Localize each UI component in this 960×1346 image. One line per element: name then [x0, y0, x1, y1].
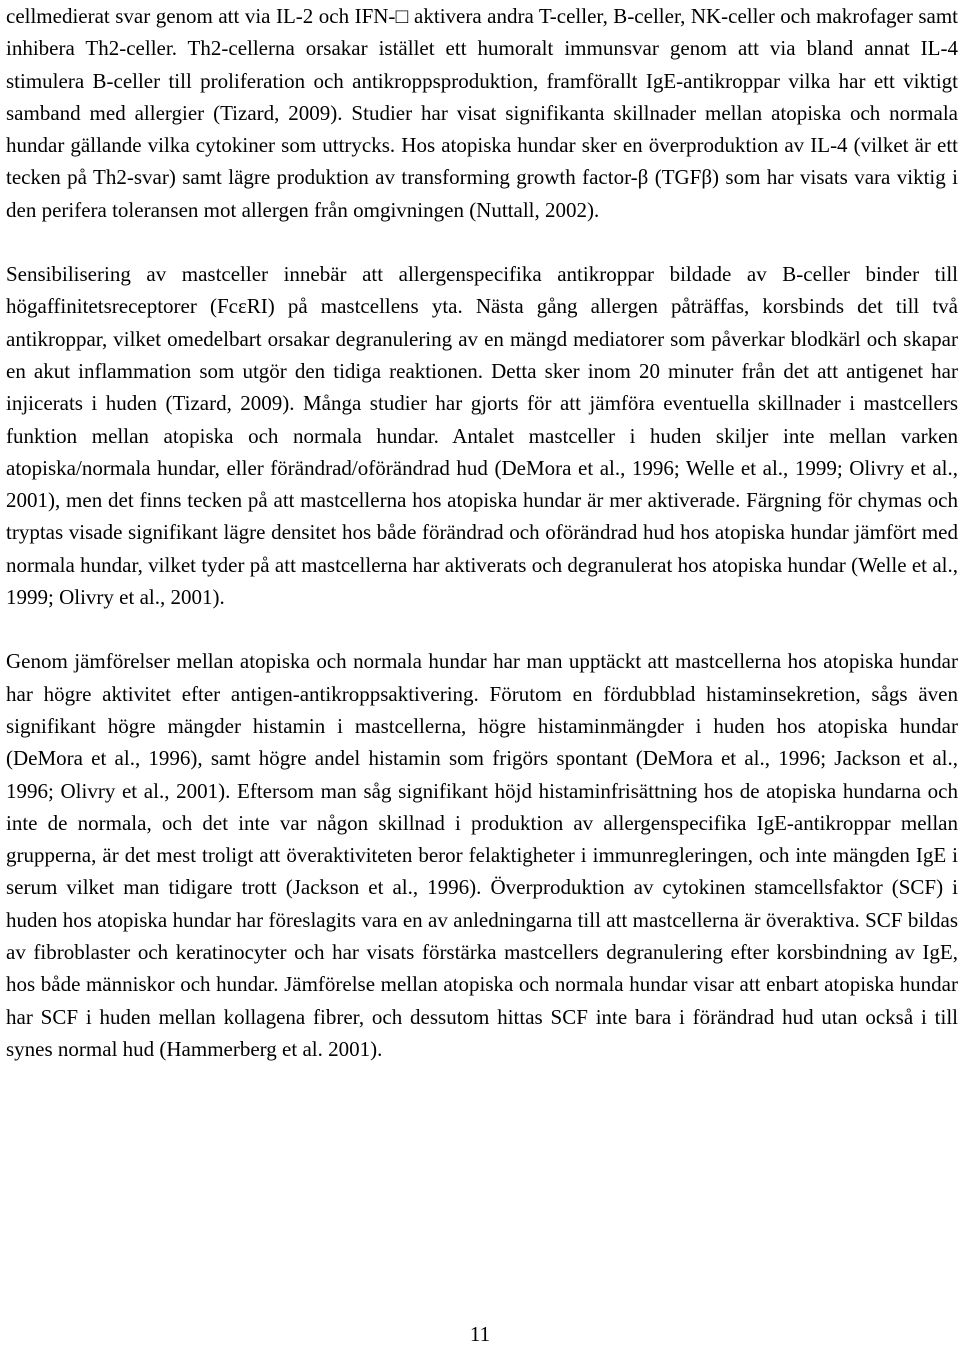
page-number: 11 — [469, 1322, 491, 1346]
paragraph-cytokines: cellmedierat svar genom att via IL-2 och IFN-□ aktivera andra T-celler, B-celler, NK-celler och makrofager samt inhibera Th2-celler. Th2-cellerna orsakar istället ett humoralt immunsvar genom att via bland annat IL-4 stimulera B-celler till proliferation och antikroppsproduktion, framförallt IgE-antikroppar vilka har ett viktigt samband med allergier (Tizard, 2009). Studier har visat signifikanta skillnader mellan atopiska och normala hundar gällande vilka cytokiner som uttrycks. Hos atopiska hundar sker en överproduktion av IL-4 (vilket är ett tecken på Th2-svar) samt lägre produktion av transforming growth factor-β (TGFβ) som har visats vara viktig i den perifera toleransen mot allergen från omgivningen (Nuttall, 2002). — [6, 4, 958, 222]
paragraph-histamine-release: Genom jämförelser mellan atopiska och normala hundar har man upptäckt att mastcellerna hos atopiska hundar har högre aktivitet efter antigen-antikroppsaktivering. Förutom en fördubblad histaminsekretion, sågs även signifikant högre mängder histamin i mastcellerna, högre histaminmängder i huden hos atopiska hundar (DeMora et al., 1996), samt högre andel histamin som frigörs spontant (DeMora et al., 1996; Jackson et al., 1996; Olivry et al., 2001). Eftersom man såg signifikant höjd histaminfrisättning hos de atopiska hundarna och inte de normala, och det inte var någon skillnad i produktion av allergenspecifika IgE-antikroppar mellan grupperna, är det mest troligt att överaktiviteten beror felaktigheter i immunregleringen, och inte mängden IgE i serum vilket man tidigare trott (Jackson et al., 1996). Överproduktion av cytokinen stamcellsfaktor (SCF) i huden hos atopiska hundar har föreslagits vara en av anledningarna till att mastcellerna är överaktiva. SCF bildas av fibroblaster och keratinocyter och har visats förstärka mastcellers degranulering efter korsbindning av IgE, hos både människor och hundar. Jämförelse mellan atopiska och normala hundar visar att enbart atopiska hundar har SCF i huden mellan kollagena fibrer, och dessutom hittas SCF inte bara i förändrad hud utan också i till synes normal hud (Hammerberg et al. 2001). — [6, 649, 958, 1061]
paragraph-mast-cell-sensitization: Sensibilisering av mastceller innebär att allergenspecifika antikroppar bildade av B-celler binder till högaffinitetsreceptorer (FcεRI) på mastcellens yta. Nästa gång allergen påträffas, korsbinds det till två antikroppar, vilket omedelbart orsakar degranulering av en mängd mediatorer som påverkar blodkärl och skapar en akut inflammation som utgör den tidiga reaktionen. Detta sker inom 20 minuter från det att antigenet har injicerats i huden (Tizard, 2009). Många studier har gjorts för att jämföra eventuella skillnader i mastcellers funktion mellan atopiska och normala hundar. Antalet mastceller i huden skiljer inte mellan varken atopiska/normala hundar, eller förändrad/oförändrad hud (DeMora et al., 1996; Welle et al., 1999; Olivry et al., 2001), men det finns tecken på att mastcellerna hos atopiska hundar är mer aktiverade. Färgning för chymas och tryptas visade signifikant lägre densitet hos både förändrad och oförändrad hud hos atopiska hundar jämfört med normala hundar, vilket tyder på att mastcellerna har aktiverats och degranulerat hos atopiska hundar (Welle et al., 1999; Olivry et al., 2001). — [6, 262, 958, 610]
body-text — [6, 0, 958, 1065]
